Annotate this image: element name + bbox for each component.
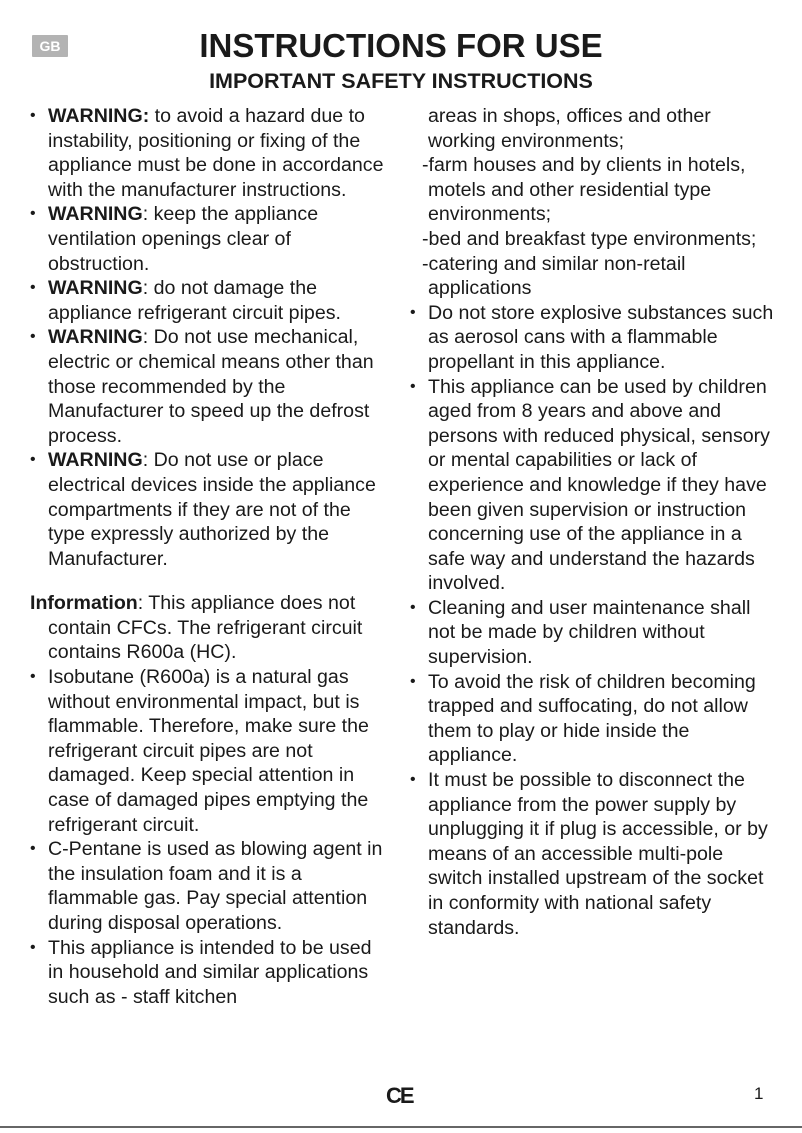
list-item [30, 665, 390, 837]
warning-item [30, 325, 390, 448]
page-title: INSTRUCTIONS FOR USE [199, 27, 603, 64]
left-column [30, 104, 390, 1009]
sub-item: -farm houses and by clients in hotels, motels and other residential type environments; [422, 154, 746, 226]
warning-label: WARNING: [48, 105, 150, 127]
bullet-icon: • [30, 668, 36, 686]
information-text: : This appliance does not contain CFCs. The refrigerant circuit contains R600a (HC). [48, 592, 363, 664]
continued-text: areas in shops, offices and other working environments; [428, 105, 711, 152]
list-item-text: It must be possible to disconnect the appliance from the power supply by unplugging it if plug is accessible, or by means of an accessible multi-pole switch installed upstream of the socket in conformity with national safety standards. [428, 769, 768, 939]
bullet-icon: • [410, 377, 416, 395]
bullet-icon: • [30, 107, 36, 124]
list-item [410, 375, 778, 596]
warning-label: WARNING [48, 203, 143, 226]
list-item-text: Cleaning and user maintenance shall not be made by children without supervision. [428, 596, 751, 669]
bullet-icon: • [30, 840, 36, 858]
list-item [30, 837, 390, 935]
information-paragraph [30, 591, 390, 665]
warning-text: : Do not use mechanical, electric or chemical means other than those recommended by the Manufacturer to speed up the defrost process. [48, 326, 374, 447]
information-label: Information [30, 592, 138, 615]
list-item-text: To avoid the risk of children becoming trapped and suffocating, do not allow them to play or hide inside the appliance. [428, 670, 756, 767]
right-column [410, 104, 778, 940]
sub-item: -bed and breakfast type environments; [422, 227, 757, 250]
list-item [410, 301, 778, 375]
bullet-icon: • [410, 303, 416, 321]
ce-mark-icon: CE [386, 1083, 413, 1108]
warning-item [30, 276, 390, 325]
warning-item [30, 448, 390, 571]
bullet-icon: • [30, 938, 36, 956]
list-item [410, 596, 778, 670]
list-item-text: Do not store explosive substances such as aerosol cans with a flammable propellant in this appliance. [428, 301, 774, 373]
bottom-divider [0, 1126, 802, 1128]
list-item [410, 768, 778, 940]
warning-text: : do not damage the appliance refrigerant circuit pipes. [48, 277, 341, 324]
bullet-icon: • [30, 328, 36, 346]
warning-text: to avoid a hazard due to instability, positioning or fixing of the appliance must be done in accordance with the manufacturer instructions. [48, 105, 384, 201]
bullet-icon: • [30, 451, 36, 469]
warning-text: : keep the appliance ventilation openings clear of obstruction. [48, 203, 319, 275]
list-item-text: Isobutane (R600a) is a natural gas without environmental impact, but is flammable. Therefore, make sure the refrigerant circuit pipes are not damaged. Keep special attention in case of damaged pipes emptying the refrigerant circuit. [48, 666, 369, 836]
bullet-icon: • [410, 598, 416, 616]
list-item [410, 670, 778, 768]
list-item-text: This appliance is intended to be used in household and similar applications such as - staff kitchen [48, 936, 372, 1008]
warning-item [30, 104, 390, 202]
page-subtitle: IMPORTANT SAFETY INSTRUCTIONS [209, 69, 593, 93]
warning-item [30, 202, 390, 276]
bullet-icon: • [410, 672, 416, 690]
list-item [30, 936, 390, 1010]
warning-text: : Do not use or place electrical devices inside the appliance compartments if they are not of the type expressly authorized by the Manufacturer. [48, 449, 376, 570]
language-badge: GB [32, 35, 68, 57]
bullet-icon: • [30, 205, 36, 223]
list-item-text: This appliance can be used by children aged from 8 years and above and persons with reduced physical, sensory or mental capabilities or lack of experience and knowledge if they have been given supervision or instruction concerning use of the appliance in a safe way and understand the hazards involved. [428, 375, 770, 595]
warning-label: WARNING [48, 326, 143, 349]
warning-label: WARNING [48, 449, 143, 472]
list-item-text: C-Pentane is used as blowing agent in the insulation foam and it is a flammable gas. Pay special attention during disposal operations. [48, 838, 383, 934]
sub-item: -catering and similar non-retail applications [422, 252, 686, 300]
page-number: 1 [754, 1084, 764, 1103]
bullet-icon: • [410, 771, 416, 789]
warning-label: WARNING [48, 277, 143, 300]
bullet-icon: • [30, 279, 36, 297]
